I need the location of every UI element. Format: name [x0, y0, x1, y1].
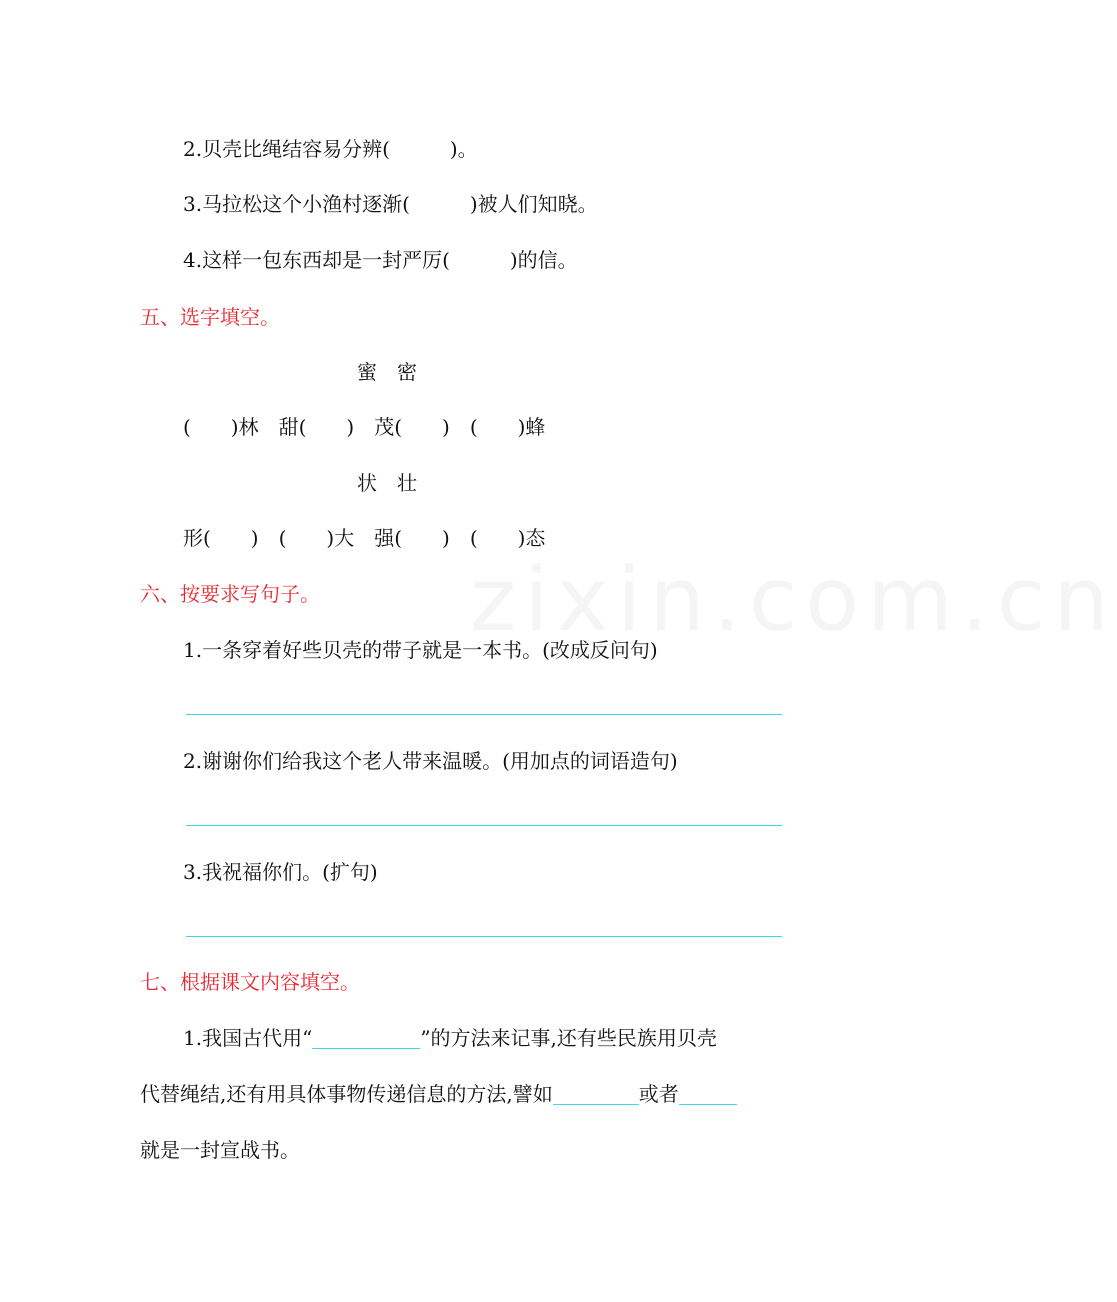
q4-item-3: 3.马拉松这个小渔村逐渐( )被人们知晓。 [183, 192, 598, 216]
q7-blank-2[interactable] [553, 1084, 639, 1105]
section-7-title: 七、根据课文内容填空。 [140, 970, 360, 994]
q7-line-2-start: 代替绳结,还有用具体事物传递信息的方法,譬如 [140, 1082, 553, 1106]
q7-blank-1[interactable] [312, 1028, 420, 1049]
q5-choice-chars-2: 状 壮 [357, 471, 417, 495]
q4-item-4: 4.这样一包东西却是一封严厉( )的信。 [183, 248, 578, 272]
q7-line-2-mid: 或者 [638, 1082, 679, 1106]
section-5-title: 五、选字填空。 [140, 305, 280, 329]
q7-line-1-end: ”的方法来记事,还有些民族用贝壳 [420, 1026, 717, 1050]
watermark: zixin.com.cn [470, 548, 1117, 651]
section-6-title: 六、按要求写句子。 [140, 582, 320, 606]
q6-answer-line-1[interactable] [186, 714, 782, 715]
q7-blank-3[interactable] [679, 1084, 737, 1105]
q7-line-3: 就是一封宣战书。 [140, 1138, 300, 1162]
q6-item-1: 1.一条穿着好些贝壳的带子就是一本书。(改成反问句) [183, 638, 658, 662]
q6-item-3: 3.我祝福你们。(扩句) [183, 860, 378, 884]
q4-item-2: 2.贝壳比绳结容易分辨( )。 [183, 137, 478, 161]
q6-answer-line-2[interactable] [186, 825, 782, 826]
q6-answer-line-3[interactable] [186, 936, 782, 937]
q5-choice-chars-1: 蜜 密 [357, 360, 417, 384]
q6-item-2: 2.谢谢你们给我这个老人带来温暖。(用加点的词语造句) [183, 749, 678, 773]
q5-fill-row-1: ( )林 甜( ) 茂( ) ( )蜂 [183, 415, 546, 439]
q7-line-1-start: 1.我国古代用“ [183, 1026, 313, 1050]
q5-fill-row-2: 形( ) ( )大 强( ) ( )态 [183, 526, 546, 550]
q7-line-1 [183, 1024, 717, 1052]
q7-line-2 [140, 1080, 737, 1108]
